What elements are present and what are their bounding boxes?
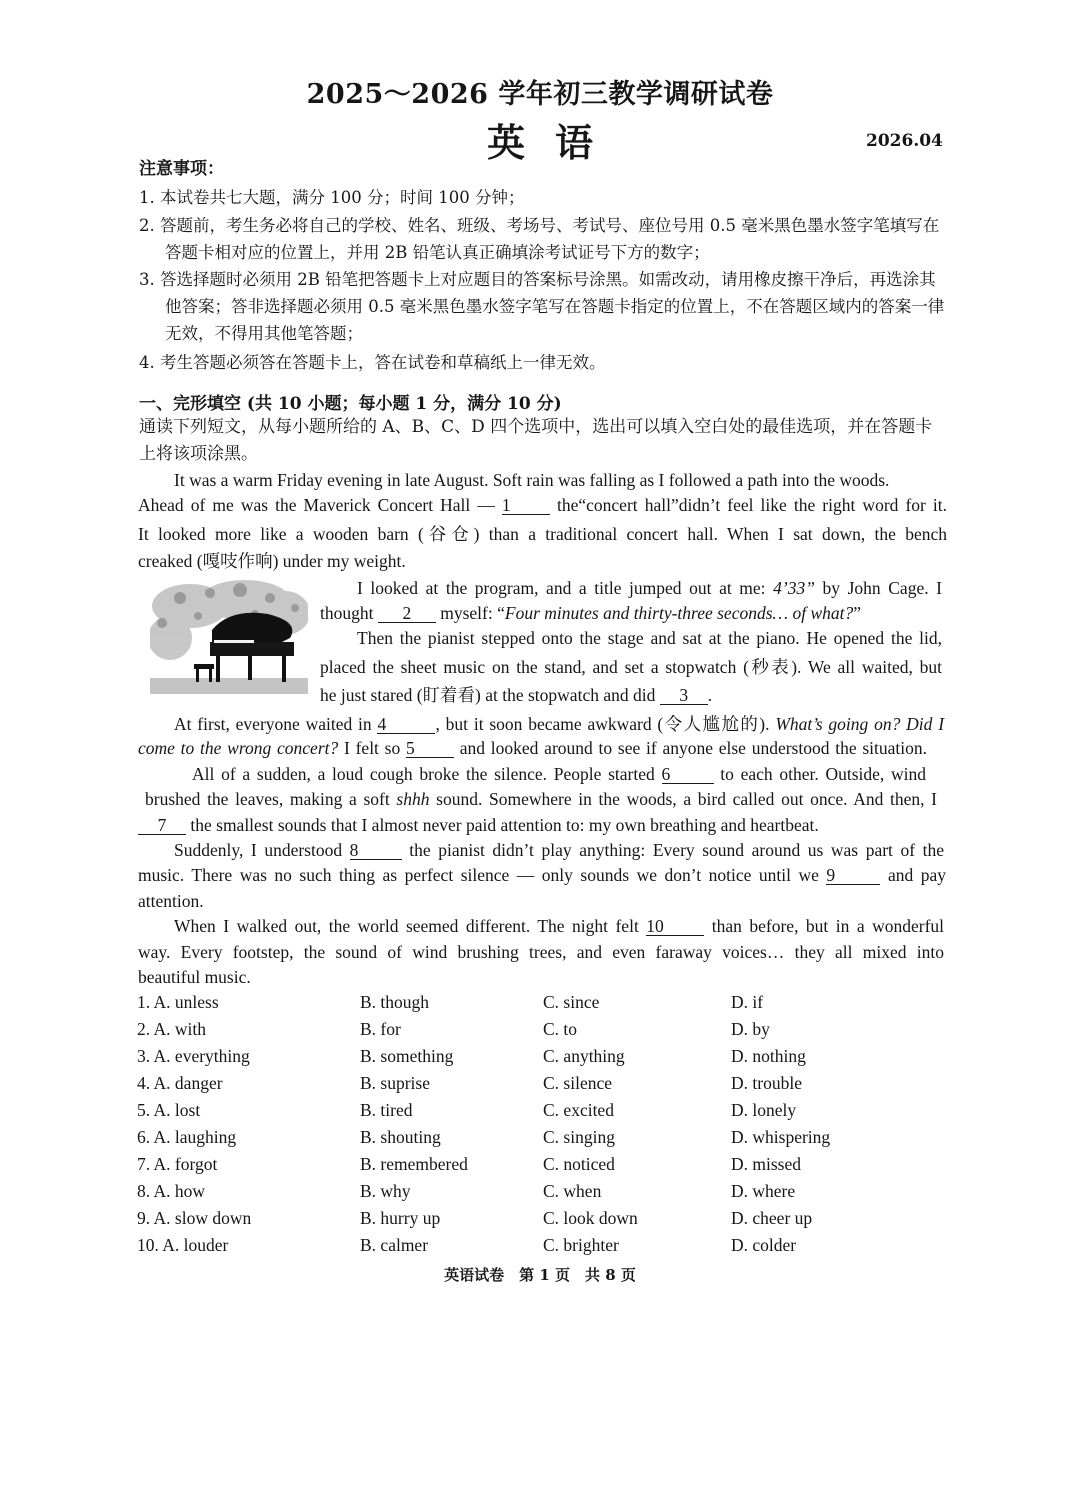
blank-9: 9: [826, 867, 880, 885]
passage-line: beautiful music.: [138, 967, 251, 987]
section-directions: 通读下列短文，从每小题所给的 A、B、C、D 四个选项中，选出可以填入空白处的最佳选项，并在答题卡上将该项涂黑。: [139, 417, 933, 464]
notes-item-4: 4. 考生答题必须答在答题卡上，答在试卷和草稿纸上一律无效。: [139, 353, 606, 372]
option-q5-d: D. lonely: [731, 1100, 797, 1120]
exam-title: 2025～2026 学年初三教学调研试卷: [306, 79, 774, 110]
option-q3-d: D. nothing: [731, 1046, 806, 1066]
option-q4-b: B. suprise: [360, 1073, 430, 1093]
option-q9-d: D. cheer up: [731, 1208, 813, 1228]
option-q5-b: B. tired: [360, 1100, 413, 1120]
option-q10-c: C. brighter: [543, 1235, 619, 1255]
option-q7-d: D. missed: [731, 1154, 801, 1174]
section-title: 一、完形填空 (共 10 小题；每小题 1 分，满分 10 分): [139, 394, 562, 414]
option-q8-a: 8. A. how: [137, 1181, 206, 1201]
option-q6-d: D. whispering: [731, 1127, 831, 1147]
option-q4-d: D. trouble: [731, 1073, 802, 1093]
blank-8: 8: [350, 842, 402, 860]
option-q1-b: B. though: [360, 992, 430, 1012]
option-q4-a: 4. A. danger: [137, 1073, 223, 1093]
blank-3: 3: [660, 687, 708, 705]
subject-heading: 英语: [486, 120, 623, 165]
option-q10-d: D. colder: [731, 1235, 797, 1255]
passage-line: attention.: [138, 891, 204, 911]
blank-10: 10: [646, 918, 704, 936]
passage-line: placed the sheet music on the stand, and set a stopwatch (秒表). We all waited, but: [320, 657, 942, 677]
passage-line: way. Every footstep, the sound of wind brushing trees, and even faraway voices… they all mixed into: [138, 942, 944, 962]
notes-heading: 注意事项：: [139, 159, 224, 179]
option-q8-b: B. why: [360, 1181, 411, 1201]
blank-6: 6: [662, 766, 714, 784]
option-q8-d: D. where: [731, 1181, 796, 1201]
passage-line: Then the pianist stepped onto the stage and sat at the piano. He opened the lid,: [357, 628, 942, 648]
option-q3-c: C. anything: [543, 1046, 625, 1066]
option-q9-a: 9. A. slow down: [137, 1208, 252, 1228]
blank-2: 2: [378, 605, 436, 623]
passage-line: Suddenly, I understood 8 the pianist didn’t play anything: Every sound around us was part of the: [174, 840, 944, 860]
option-q2-c: C. to: [543, 1019, 578, 1039]
passage-line: he just stared (盯着看) at the stopwatch and did 3 .: [320, 685, 713, 705]
passage-line: I looked at the program, and a title jumped out at me: 4’33” by John Cage. I: [357, 578, 943, 598]
passage-line: 7 the smallest sounds that I almost never paid attention to: my own breathing and heartbeat.: [138, 815, 819, 836]
passage-line: When I walked out, the world seemed different. The night felt 10 than before, but in a wonderful: [174, 916, 945, 936]
option-q6-b: B. shouting: [360, 1127, 441, 1147]
option-q9-c: C. look down: [543, 1208, 638, 1228]
blank-1: 1: [502, 497, 550, 515]
passage-line: All of a sudden, a loud cough broke the silence. People started 6 to each other. Outside, wind: [192, 764, 926, 784]
option-q10-a: 10. A. louder: [137, 1235, 229, 1255]
blank-4: 4: [377, 716, 435, 734]
option-q1-c: C. since: [543, 992, 600, 1012]
option-q10-b: B. calmer: [360, 1235, 429, 1255]
option-q2-b: B. for: [360, 1019, 401, 1039]
option-q2-a: 2. A. with: [137, 1019, 207, 1039]
passage-line: Ahead of me was the Maverick Concert Hall — 1 the“concert hall”didn’t feel like the right word for it.: [138, 495, 948, 515]
passage-line: thought 2 myself: “Four minutes and thirty-three seconds… of what?”: [320, 603, 862, 623]
blank-7: 7: [138, 817, 186, 835]
option-q9-b: B. hurry up: [360, 1208, 441, 1228]
option-q6-a: 6. A. laughing: [137, 1127, 237, 1147]
option-q5-c: C. excited: [543, 1100, 614, 1120]
blank-5: 5: [406, 740, 454, 758]
passage-line: creaked (嘎吱作响) under my weight.: [138, 551, 406, 571]
option-q4-c: C. silence: [543, 1073, 613, 1093]
option-q3-b: B. something: [360, 1046, 454, 1066]
passage-line: At first, everyone waited in 4 , but it soon became awkward (令人尴尬的). What’s going on? Did I: [174, 714, 945, 734]
option-q6-c: C. singing: [543, 1127, 615, 1147]
option-q7-c: C. noticed: [543, 1154, 615, 1174]
page-footer: 英语试卷 第 1 页 共 8 页: [444, 1266, 636, 1284]
passage-line: It was a warm Friday evening in late August. Soft rain was falling as I followed a path into the woods.: [174, 470, 890, 490]
option-q5-a: 5. A. lost: [137, 1100, 201, 1120]
option-q8-c: C. when: [543, 1181, 602, 1201]
notes-item-3: 3. 答选择题时必须用 2B 铅笔把答题卡上对应题目的答案标号涂黑。如需改动，请用橡皮擦干净后，再选涂其他答案；答非选择题必须用 0.5 毫米黑色墨水签字笔写在答题卡指定的位置上，不在答题区域内的答案一律无效，不得用其他笔答题；: [139, 270, 945, 343]
piano-illustration: [150, 578, 308, 694]
passage-line: It looked more like a wooden barn (谷仓) than a traditional concert hall. When I sat down, the bench: [138, 524, 947, 544]
option-q7-a: 7. A. forgot: [137, 1154, 218, 1174]
notes-item-1: 1. 本试卷共七大题，满分 100 分；时间 100 分钟；: [139, 188, 525, 207]
option-q7-b: B. remembered: [360, 1154, 468, 1174]
passage-line: music. There was no such thing as perfect silence — only sounds we don’t notice until we 9 and pay: [138, 865, 946, 885]
option-q2-d: D. by: [731, 1019, 770, 1039]
exam-date: 2026.04: [866, 131, 943, 151]
option-q3-a: 3. A. everything: [137, 1046, 250, 1066]
notes-item-2: 2. 答题前，考生务必将自己的学校、姓名、班级、考场号、考试号、座位号用 0.5 毫米黑色墨水签字笔填写在答题卡相对应的位置上，并用 2B 铅笔认真正确填涂考试证号下方的数字；: [139, 216, 940, 262]
passage-line: brushed the leaves, making a soft shhh sound. Somewhere in the woods, a bird called out once. And then, I: [145, 789, 938, 809]
option-q1-d: D. if: [731, 992, 764, 1012]
passage-line: come to the wrong concert? I felt so 5 and looked around to see if anyone else understood the situation.: [138, 738, 928, 758]
option-q1-a: 1. A. unless: [137, 992, 219, 1012]
